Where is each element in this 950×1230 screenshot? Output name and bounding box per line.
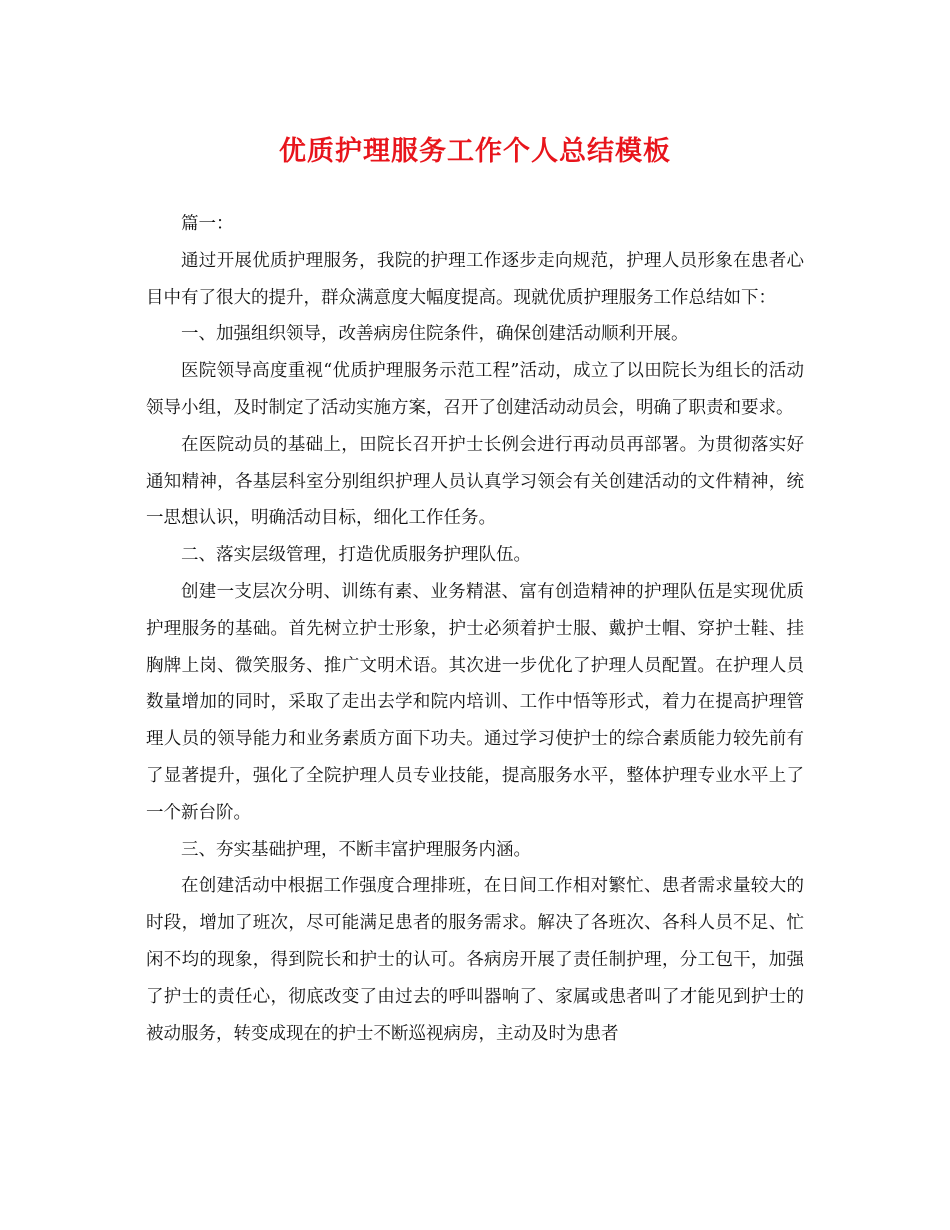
paragraph: 在创建活动中根据工作强度合理排班，在日间工作相对繁忙、患者需求量较大的时段，增加了班次，尽可能满足患者的服务需求。解决了各班次、各科人员不足、忙闲不均的现象，得到院长和护士的认可。各病房开展了责任制护理，分工包干，加强了护士的责任心，彻底改变了由过去的呼叫器响了、家属或患者叫了才能见到护士的被动服务，转变成现在的护士不断巡视病房，主动及时为患者 (146, 876, 804, 1044)
paragraph: 在医院动员的基础上，田院长召开护士长例会进行再动员再部署。为贯彻落实好通知精神，各基层科室分别组织护理人员认真学习领会有关创建活动的文件精神，统一思想认识，明确活动目标，细化工作任务。 (146, 434, 804, 529)
paragraph-heading-2: 二、落实层级管理，打造优质服务护理队伍。 (181, 545, 531, 566)
paragraph-section-label: 篇一： (181, 214, 234, 234)
paragraph-intro: 通过开展优质护理服务，我院的护理工作逐步走向规范，护理人员形象在患者心目中有了很大的提升，群众满意度大幅度提高。现就优质护理服务工作总结如下： (146, 250, 804, 308)
document-body (146, 206, 804, 1052)
paragraph-heading-1: 一、加强组织领导，改善病房住院条件，确保创建活动顺利开展。 (181, 324, 689, 345)
paragraph: 创建一支层次分明、训练有素、业务精湛、富有创造精神的护理队伍是实现优质护理服务的基础。首先树立护士形象，护士必须着护士服、戴护士帽、穿护士鞋、挂胸牌上岗、微笑服务、推广文明术语。其次进一步优化了护理人员配置。在护理人员数量增加的同时，采取了走出去学和院内培训、工作中悟等形式，着力在提高护理管理人员的领导能力和业务素质方面下功夫。通过学习使护士的综合素质能力较先前有了显著提升，强化了全院护理人员专业技能，提高服务水平，整体护理专业水平上了一个新台阶。 (146, 581, 804, 823)
document-title: 优质护理服务工作个人总结模板 (279, 136, 671, 167)
paragraph: 医院领导高度重视“优质护理服务示范工程”活动，成立了以田院长为组长的活动领导小组，及时制定了活动实施方案，召开了创建活动动员会，明确了职责和要求。 (146, 361, 804, 418)
paragraph-heading-3: 三、夯实基础护理，不断丰富护理服务内涵。 (181, 839, 531, 860)
